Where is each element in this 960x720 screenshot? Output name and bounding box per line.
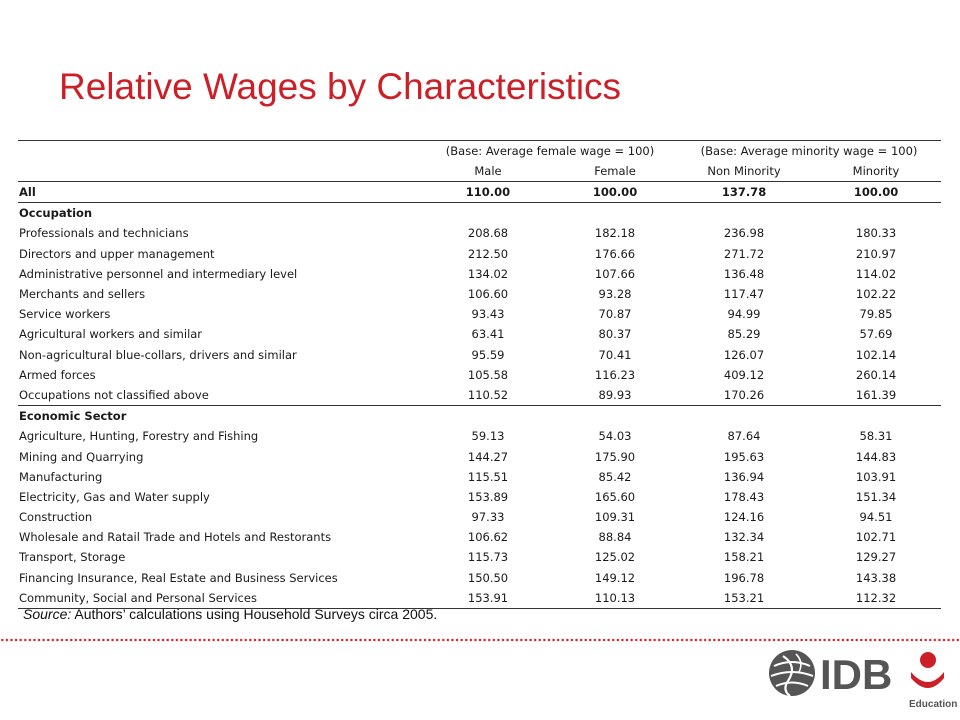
cell-minority: 129.27 [855, 550, 897, 565]
cell-female: 80.37 [598, 327, 632, 342]
table-row [18, 304, 941, 324]
cell-minority: 112.32 [811, 588, 941, 609]
cell-male: 97.33 [471, 510, 505, 525]
cell-male: 134.02 [467, 266, 509, 281]
source-text: Authors’ calculations using Household Surveys circa 2005. [71, 606, 438, 622]
cell-female: 182.18 [594, 226, 636, 241]
cell-female: 176.66 [594, 246, 636, 261]
cell-female: 109.31 [594, 510, 636, 525]
table-row [18, 568, 941, 588]
row-label: All [18, 182, 423, 203]
empty-cell [677, 203, 811, 224]
row-label: Agricultural workers and similar [19, 327, 203, 342]
group-header-gender: (Base: Average female wage = 100) [423, 141, 677, 162]
cell-male: 105.58 [467, 367, 509, 382]
cell-female: 100.00 [553, 182, 677, 203]
cell-male: 95.59 [471, 347, 505, 362]
table-row [18, 527, 941, 547]
cell-non-minority: 137.78 [677, 182, 811, 203]
cell-non-minority: 196.78 [723, 570, 765, 585]
cell-male: 150.50 [467, 570, 509, 585]
cell-minority: 103.91 [855, 469, 897, 484]
empty-cell [811, 203, 941, 224]
row-label: Non-agricultural blue-collars, drivers and similar [19, 347, 297, 362]
table-row [18, 547, 941, 567]
table-section-occupation [18, 203, 941, 224]
slide-title: Relative Wages by Characteristics [59, 66, 622, 107]
cell-female: 110.13 [553, 588, 677, 609]
cell-minority: 102.71 [855, 530, 897, 545]
cell-minority: 144.83 [855, 449, 897, 464]
cell-male: 63.41 [471, 327, 505, 342]
table-row [18, 324, 941, 344]
cell-female: 70.87 [598, 307, 632, 322]
cell-non-minority: 236.98 [723, 226, 765, 241]
row-label: Community, Social and Personal Services [18, 588, 423, 609]
table-row [18, 507, 941, 527]
empty-cell [553, 203, 677, 224]
cell-male: 115.51 [467, 469, 509, 484]
cell-female: 165.60 [594, 489, 636, 504]
table-corner [18, 161, 423, 182]
row-label: Armed forces [19, 367, 96, 382]
table-row [18, 284, 941, 304]
empty-cell [423, 406, 553, 427]
cell-non-minority: 94.99 [727, 307, 761, 322]
idb-education-logo [768, 646, 958, 710]
cell-minority: 79.85 [859, 307, 893, 322]
row-label: Occupations not classified above [18, 385, 423, 406]
cell-male: 93.43 [471, 307, 505, 322]
cell-non-minority: 136.48 [723, 266, 765, 281]
cell-female: 125.02 [594, 550, 636, 565]
cell-minority: 58.31 [859, 429, 893, 444]
row-label: Directors and upper management [19, 246, 215, 261]
logo-wordmark: IDB [820, 651, 893, 698]
row-label: Electricity, Gas and Water supply [19, 489, 210, 504]
empty-cell [677, 406, 811, 427]
cell-minority: 102.22 [855, 287, 897, 302]
table-row [18, 345, 941, 365]
cell-male: 106.60 [467, 287, 509, 302]
column-header-male: Male [423, 161, 553, 182]
cell-non-minority: 178.43 [723, 489, 765, 504]
cell-non-minority: 132.34 [723, 530, 765, 545]
source-note [23, 606, 437, 622]
cell-male: 212.50 [467, 246, 509, 261]
cell-minority: 180.33 [855, 226, 897, 241]
section-heading: Economic Sector [19, 409, 127, 424]
table-row [18, 467, 941, 487]
logo-subtitle: Education [909, 699, 958, 710]
cell-male: 144.27 [467, 449, 509, 464]
cell-non-minority: 158.21 [723, 550, 765, 565]
cell-male: 110.00 [423, 182, 553, 203]
column-header-minority: Minority [811, 161, 941, 182]
cell-minority: 143.38 [855, 570, 897, 585]
row-label: Wholesale and Ratail Trade and Hotels and Restorants [19, 530, 332, 545]
cell-non-minority: 117.47 [723, 287, 765, 302]
cell-female: 54.03 [598, 429, 632, 444]
cell-female: 93.28 [598, 287, 632, 302]
row-label: Agriculture, Hunting, Forestry and Fishing [19, 429, 259, 444]
table-group-header-row [18, 141, 941, 162]
globe-icon [768, 646, 958, 710]
cell-non-minority: 136.94 [723, 469, 765, 484]
table-row-all [18, 182, 941, 203]
row-label: Manufacturing [19, 469, 103, 484]
empty-cell [553, 406, 677, 427]
cell-female: 85.42 [598, 469, 632, 484]
empty-cell [423, 203, 553, 224]
dotted-divider [0, 638, 960, 642]
cell-female: 116.23 [594, 367, 636, 382]
cell-female: 70.41 [598, 347, 632, 362]
cell-female: 149.12 [594, 570, 636, 585]
cell-non-minority: 271.72 [723, 246, 765, 261]
source-prefix: Source: [23, 606, 72, 622]
cell-male: 59.13 [471, 429, 505, 444]
table-row [18, 385, 941, 406]
cell-male: 106.62 [467, 530, 509, 545]
cell-female: 175.90 [594, 449, 636, 464]
row-label: Construction [19, 510, 93, 525]
cell-non-minority: 87.64 [727, 429, 761, 444]
empty-cell [811, 406, 941, 427]
row-label: Administrative personnel and intermediary level [19, 266, 298, 281]
column-header-non-minority: Non Minority [677, 161, 811, 182]
cell-minority: 57.69 [859, 327, 893, 342]
row-label: Transport, Storage [19, 550, 126, 565]
cell-minority: 151.34 [855, 489, 897, 504]
globe-icon-shape [769, 650, 815, 696]
table-section-economic-sector [18, 406, 941, 427]
cell-non-minority: 124.16 [723, 510, 765, 525]
row-label: Financing Insurance, Real Estate and Business Services [19, 570, 338, 585]
table-row [18, 487, 941, 507]
wages-table [18, 140, 941, 609]
row-label: Merchants and sellers [19, 287, 146, 302]
table-row [18, 244, 941, 264]
cell-non-minority: 153.21 [677, 588, 811, 609]
table-column-header-row [18, 161, 941, 182]
cell-non-minority: 85.29 [727, 327, 761, 342]
cell-minority: 114.02 [855, 266, 897, 281]
cell-male: 208.68 [467, 226, 509, 241]
cell-minority: 94.51 [859, 510, 893, 525]
table-corner [18, 141, 423, 162]
cell-female: 89.93 [553, 385, 677, 406]
table-row [18, 426, 941, 446]
group-header-minority: (Base: Average minority wage = 100) [677, 141, 941, 162]
table-row [18, 365, 941, 385]
row-label: Mining and Quarrying [19, 449, 144, 464]
row-label: Professionals and technicians [19, 226, 189, 241]
cell-minority: 210.97 [855, 246, 897, 261]
cell-non-minority: 195.63 [723, 449, 765, 464]
cell-minority: 102.14 [855, 347, 897, 362]
cell-female: 88.84 [598, 530, 632, 545]
cell-non-minority: 170.26 [677, 385, 811, 406]
column-header-female: Female [553, 161, 677, 182]
row-label: Service workers [19, 307, 111, 322]
cell-non-minority: 126.07 [723, 347, 765, 362]
cell-male: 115.73 [467, 550, 509, 565]
cell-minority: 100.00 [811, 182, 941, 203]
table-row [18, 264, 941, 284]
cell-female: 107.66 [594, 266, 636, 281]
table-row [18, 223, 941, 243]
section-heading: Occupation [19, 206, 93, 221]
cell-non-minority: 409.12 [723, 367, 765, 382]
cell-minority: 260.14 [855, 367, 897, 382]
cell-male: 153.89 [467, 489, 509, 504]
cell-male: 153.91 [423, 588, 553, 609]
cell-male: 110.52 [423, 385, 553, 406]
person-mark [911, 652, 944, 688]
table-row [18, 446, 941, 466]
cell-minority: 161.39 [811, 385, 941, 406]
